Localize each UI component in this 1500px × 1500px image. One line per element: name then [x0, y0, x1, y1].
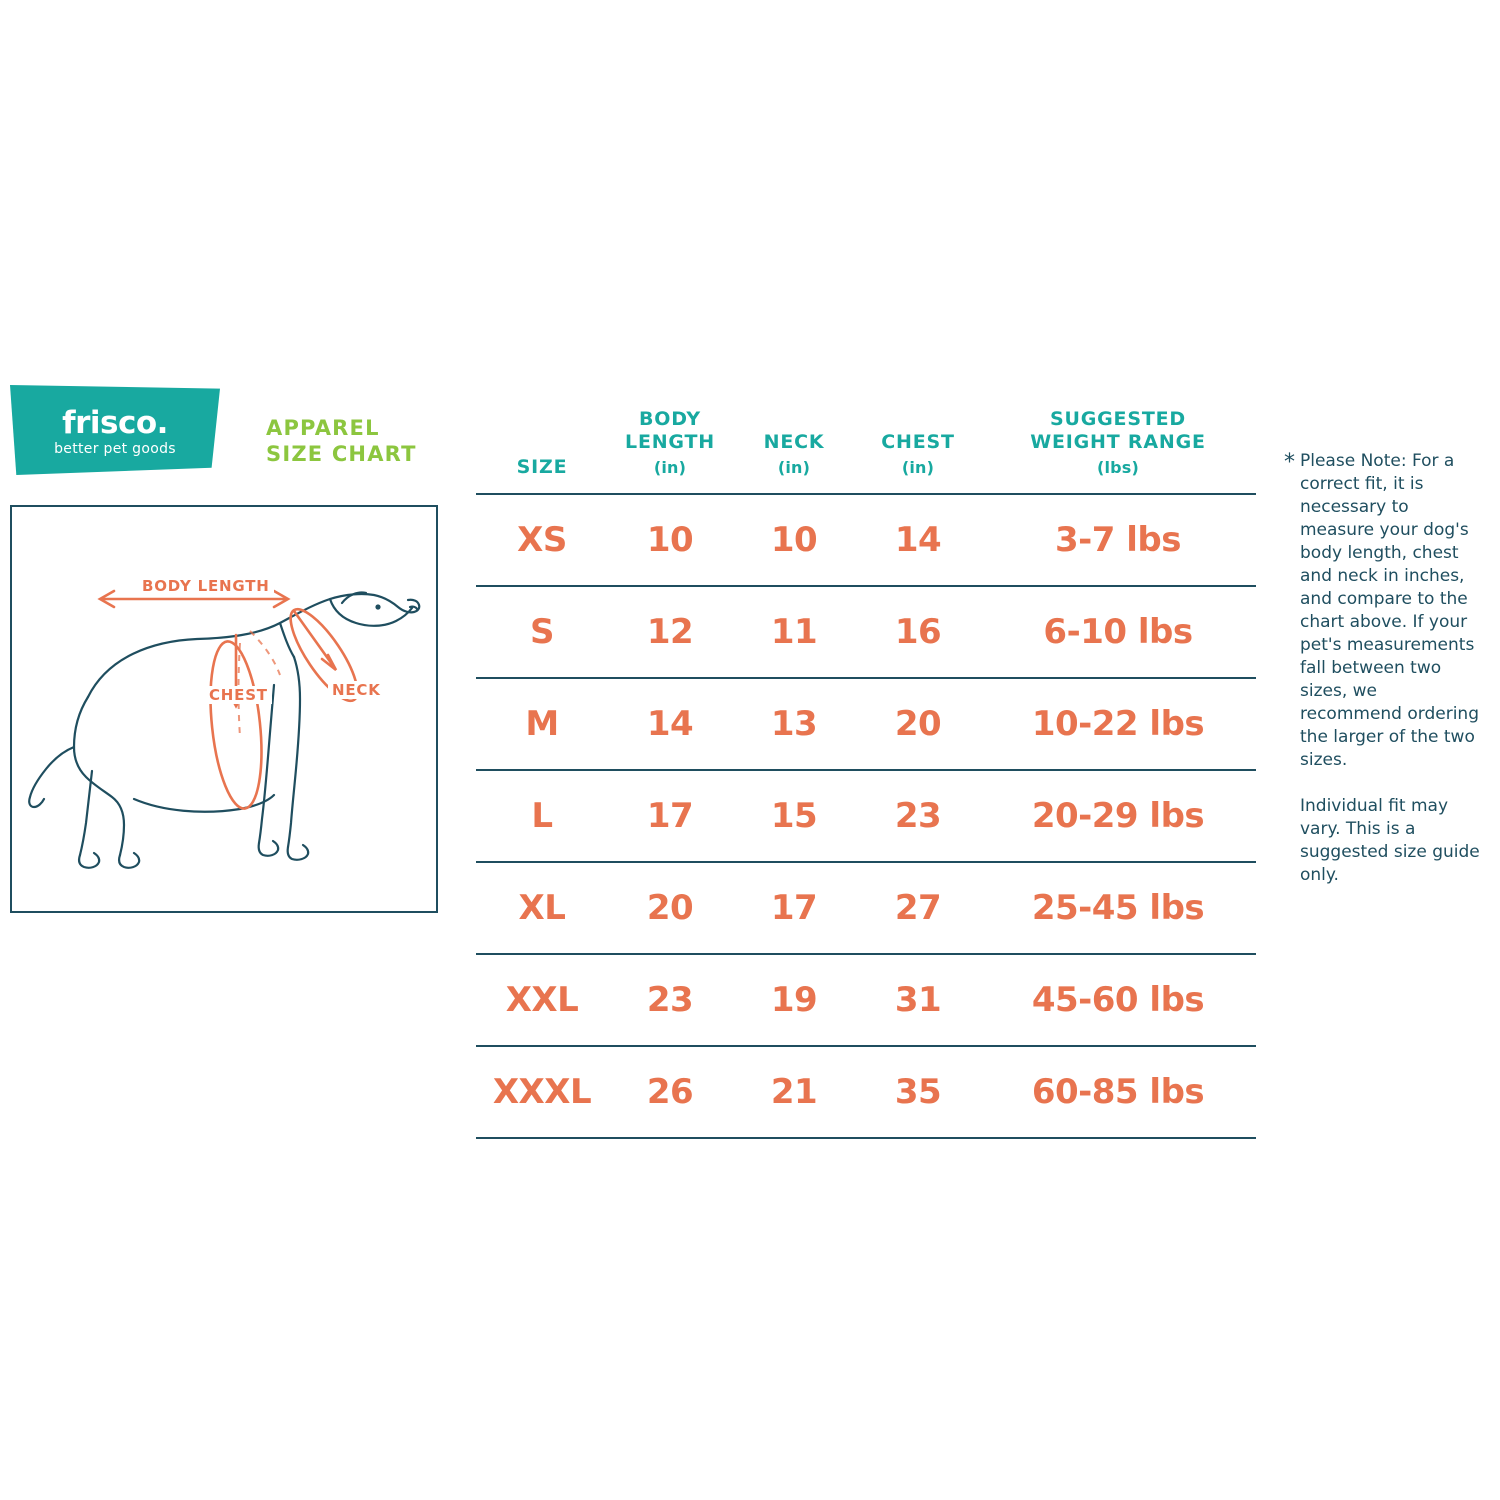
- cell-neck: 11: [732, 586, 856, 678]
- cell-body-length: 23: [608, 954, 732, 1046]
- col-header-body-length-unit: (in): [653, 458, 687, 477]
- label-chest: CHEST: [205, 686, 272, 704]
- page-title-line2: SIZE CHART: [266, 442, 417, 466]
- cell-neck: 19: [732, 954, 856, 1046]
- cell-size: M: [476, 678, 608, 770]
- table-row: [476, 494, 1256, 586]
- cell-size: XXXL: [476, 1046, 608, 1138]
- cell-chest: 35: [856, 1046, 980, 1138]
- page-title-line1: APPAREL: [266, 416, 380, 440]
- cell-weight: 3-7 lbs: [980, 494, 1256, 586]
- fit-note-paragraph-2: Individual fit may vary. This is a suggested size guide only.: [1300, 796, 1480, 885]
- table-row: [476, 770, 1256, 862]
- cell-neck: 21: [732, 1046, 856, 1138]
- col-header-neck: [732, 408, 856, 494]
- cell-size: XL: [476, 862, 608, 954]
- logo-wordmark: frisco.: [62, 405, 168, 441]
- col-header-chest: [856, 408, 980, 494]
- cell-body-length: 12: [608, 586, 732, 678]
- asterisk-marker: *: [1284, 450, 1295, 475]
- size-table-container: [476, 408, 1256, 1139]
- col-header-body-length: [608, 408, 732, 494]
- cell-neck: 15: [732, 770, 856, 862]
- table-row: [476, 678, 1256, 770]
- cell-body-length: 10: [608, 494, 732, 586]
- table-row: [476, 1046, 1256, 1138]
- cell-size: L: [476, 770, 608, 862]
- col-header-weight-l1: SUGGESTED: [1050, 408, 1186, 430]
- cell-chest: 23: [856, 770, 980, 862]
- cell-neck: 13: [732, 678, 856, 770]
- cell-neck: 10: [732, 494, 856, 586]
- cell-chest: 16: [856, 586, 980, 678]
- cell-weight: 6-10 lbs: [980, 586, 1256, 678]
- size-table: [476, 408, 1256, 1139]
- frisco-logo: [10, 385, 220, 475]
- table-header-row: [476, 408, 1256, 494]
- cell-chest: 31: [856, 954, 980, 1046]
- cell-body-length: 26: [608, 1046, 732, 1138]
- cell-size: S: [476, 586, 608, 678]
- cell-chest: 14: [856, 494, 980, 586]
- col-header-size-label: SIZE: [516, 456, 568, 478]
- col-header-neck-label: NECK: [763, 431, 825, 453]
- col-header-weight-unit: (lbs): [1096, 458, 1140, 477]
- cell-size: XXL: [476, 954, 608, 1046]
- col-header-neck-unit: (in): [777, 458, 811, 477]
- page-title: [266, 415, 417, 467]
- table-row: [476, 862, 1256, 954]
- col-header-size: [476, 408, 608, 494]
- cell-body-length: 14: [608, 678, 732, 770]
- fit-note: [1284, 450, 1484, 887]
- label-body-length: BODY LENGTH: [138, 577, 274, 595]
- col-header-body-length-l1: BODY: [639, 408, 701, 430]
- cell-weight: 10-22 lbs: [980, 678, 1256, 770]
- logo-tagline: better pet goods: [54, 441, 176, 457]
- col-header-weight-l2: WEIGHT RANGE: [1030, 431, 1206, 453]
- measurement-diagram: [10, 505, 438, 913]
- cell-body-length: 20: [608, 862, 732, 954]
- col-header-chest-unit: (in): [901, 458, 935, 477]
- cell-weight: 60-85 lbs: [980, 1046, 1256, 1138]
- cell-weight: 45-60 lbs: [980, 954, 1256, 1046]
- cell-weight: 20-29 lbs: [980, 770, 1256, 862]
- table-row: [476, 954, 1256, 1046]
- cell-weight: 25-45 lbs: [980, 862, 1256, 954]
- fit-note-paragraph-1: Please Note: For a correct fit, it is necessary to measure your dog's body length, chest and neck in inches, and compare to the chart above. If your pet's measurements fall between two sizes, we recommend ordering the larger of the two sizes.: [1300, 451, 1479, 770]
- col-header-chest-label: CHEST: [881, 431, 955, 453]
- table-row: [476, 586, 1256, 678]
- cell-body-length: 17: [608, 770, 732, 862]
- col-header-weight: [980, 408, 1256, 494]
- cell-neck: 17: [732, 862, 856, 954]
- label-neck: NECK: [328, 681, 385, 699]
- cell-size: XS: [476, 494, 608, 586]
- col-header-body-length-l2: LENGTH: [625, 431, 715, 453]
- cell-chest: 27: [856, 862, 980, 954]
- cell-chest: 20: [856, 678, 980, 770]
